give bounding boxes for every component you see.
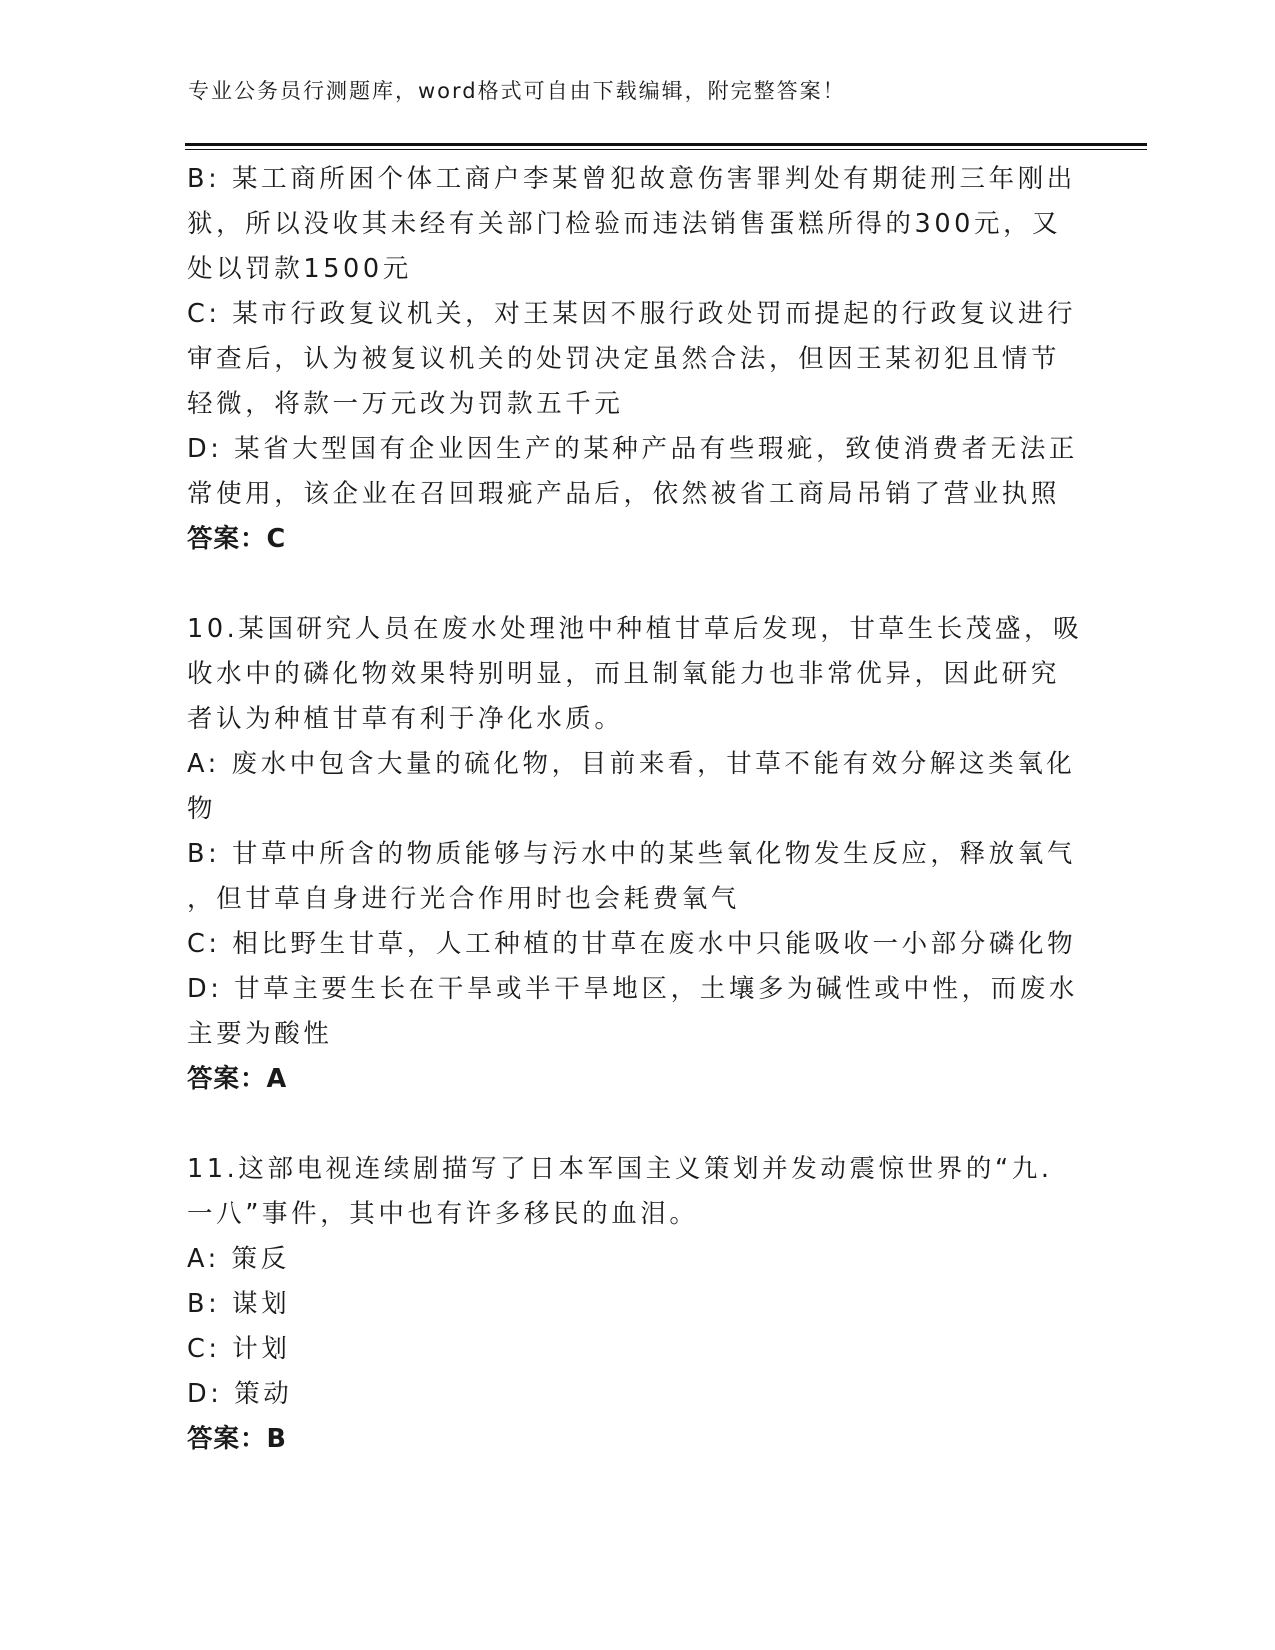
option-c: C: 计划 <box>187 1334 291 1364</box>
text-line: D: 某省大型国有企业因生产的某种产品有些瑕疵，致使消费者无法正 <box>187 434 1079 464</box>
text-line: B: 某工商所困个体工商户李某曾犯故意伤害罪判处有期徒刑三年刚出 <box>187 164 1076 194</box>
text-line: ，但甘草自身进行光合作用时也会耗费氧气 <box>187 884 740 914</box>
text-line: 10.某国研究人员在废水处理池中种植甘草后发现，甘草生长茂盛，吸 <box>187 614 1083 644</box>
text-line: D: 甘草主要生长在干旱或半干旱地区，土壤多为碱性或中性，而废水 <box>187 974 1079 1004</box>
text-line: 轻微，将款一万元改为罚款五千元 <box>187 389 624 419</box>
question-10 <box>187 607 1083 1102</box>
text-line: 常使用，该企业在召回瑕疵产品后，依然被省工商局吊销了营业执照 <box>187 479 1061 509</box>
text-line: C: 相比野生甘草，人工种植的甘草在废水中只能吸收一小部分磷化物 <box>187 929 1077 959</box>
page-header: 专业公务员行测题库，word格式可自由下载编辑，附完整答案！ <box>188 79 846 103</box>
spacer <box>187 562 1077 607</box>
answer-label: 答案：C <box>187 524 287 554</box>
text-line: 11.这部电视连续剧描写了日本军国主义策划并发动震惊世界的“九. <box>187 1154 1053 1184</box>
header-rule-thick <box>185 143 1147 146</box>
option-b <box>187 157 1077 292</box>
option-c <box>187 922 1077 967</box>
text-line: 一八”事件，其中也有许多移民的血泪。 <box>187 1199 699 1229</box>
text-line: 处以罚款1500元 <box>187 254 412 284</box>
text-line: C: 某市行政复议机关，对王某因不服行政处罚而提起的行政复议进行 <box>187 299 1077 329</box>
spacer <box>187 1102 1077 1147</box>
question-stem <box>187 607 1083 742</box>
question-11 <box>187 1147 1077 1462</box>
question-content <box>187 157 1083 1462</box>
option-d <box>187 427 1077 517</box>
answer-label: 答案：B <box>187 1424 287 1454</box>
header-rule-thin <box>185 149 1147 150</box>
option-d <box>187 967 1077 1057</box>
text-line: 物 <box>187 794 217 824</box>
option-d: D: 策动 <box>187 1379 293 1409</box>
text-line: 者认为种植甘草有利于净化水质。 <box>187 704 624 734</box>
answer-label: 答案：A <box>187 1064 288 1094</box>
text-line: 狱，所以没收其未经有关部门检验而违法销售蛋糕所得的300元，又 <box>187 209 1062 239</box>
question-stem <box>187 1147 1077 1237</box>
question-9-tail <box>187 157 1077 562</box>
option-c <box>187 292 1077 427</box>
option-b: B: 谋划 <box>187 1289 291 1319</box>
text-line: 审查后，认为被复议机关的处罚决定虽然合法，但因王某初犯且情节 <box>187 344 1061 374</box>
option-a <box>187 742 1077 832</box>
option-b <box>187 832 1077 922</box>
text-line: A: 废水中包含大量的硫化物，目前来看，甘草不能有效分解这类氧化 <box>187 749 1076 779</box>
text-line: 主要为酸性 <box>187 1019 333 1049</box>
text-line: B: 甘草中所含的物质能够与污水中的某些氧化物发生反应，释放氧气 <box>187 839 1076 869</box>
option-a: A: 策反 <box>187 1244 290 1274</box>
text-line: 收水中的磷化物效果特别明显，而且制氧能力也非常优异，因此研究 <box>187 659 1061 689</box>
